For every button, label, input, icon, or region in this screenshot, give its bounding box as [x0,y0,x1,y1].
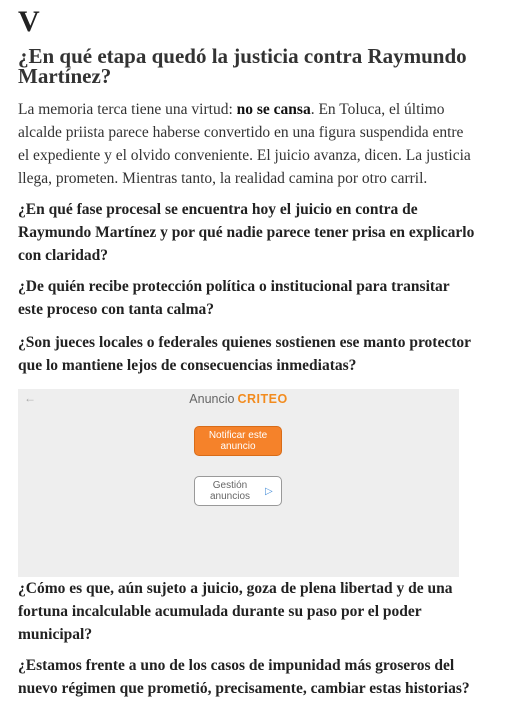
manage-ads-button[interactable] [194,476,282,506]
ad-label: Anuncio [189,392,235,406]
intro-text-start: La memoria terca tiene una virtud: [18,101,237,118]
play-triangle-icon: ▷ [265,485,273,497]
question-paragraph: ¿Estamos frente a uno de los casos de impunidad más groseros del nuevo régimen que prometió, precisamente, cambiar estas historias? [18,657,470,697]
criteo-logo[interactable]: CRITEO [237,392,288,406]
intro-text-end: . En Toluca, el último alcalde priista parece haberse convertido en una figura suspendida entre el expediente y el olvido conveniente. El juicio avanza, dicen. La justicia llega, prometen. Mientras tanto, la realidad camina por otro carril. [18,101,471,187]
advertisement-banner [18,389,459,577]
question-paragraph: ¿Cómo es que, aún sujeto a juicio, goza de plena libertad y de una fortuna incalculable acumulada durante su paso por el poder municipal? [18,580,453,643]
ad-header [18,392,459,406]
question-paragraph: ¿En qué fase procesal se encuentra hoy el juicio en contra de Raymundo Martínez y por qué nadie parece tener prisa en explicarlo con claridad? [18,201,475,264]
back-arrow-icon[interactable]: ← [24,391,36,405]
intro-text-bold: no se cansa [236,101,311,118]
section-letter: V [18,5,40,38]
article-intro [18,98,473,190]
notify-ad-button[interactable] [194,426,282,456]
notify-ad-label: Notificar este anuncio [208,430,268,452]
manage-ads-label: Gestión anuncios [209,480,251,502]
question-paragraph: ¿Son jueces locales o federales quienes sostienen ese manto protector que lo mantiene lejos de consecuencias inmediatas? [18,334,471,374]
article-headline: ¿En qué etapa quedó la justicia contra Raymundo Martínez? [18,44,467,88]
question-paragraph: ¿De quién recibe protección política o institucional para transitar este proceso con tanta calma? [18,278,450,318]
